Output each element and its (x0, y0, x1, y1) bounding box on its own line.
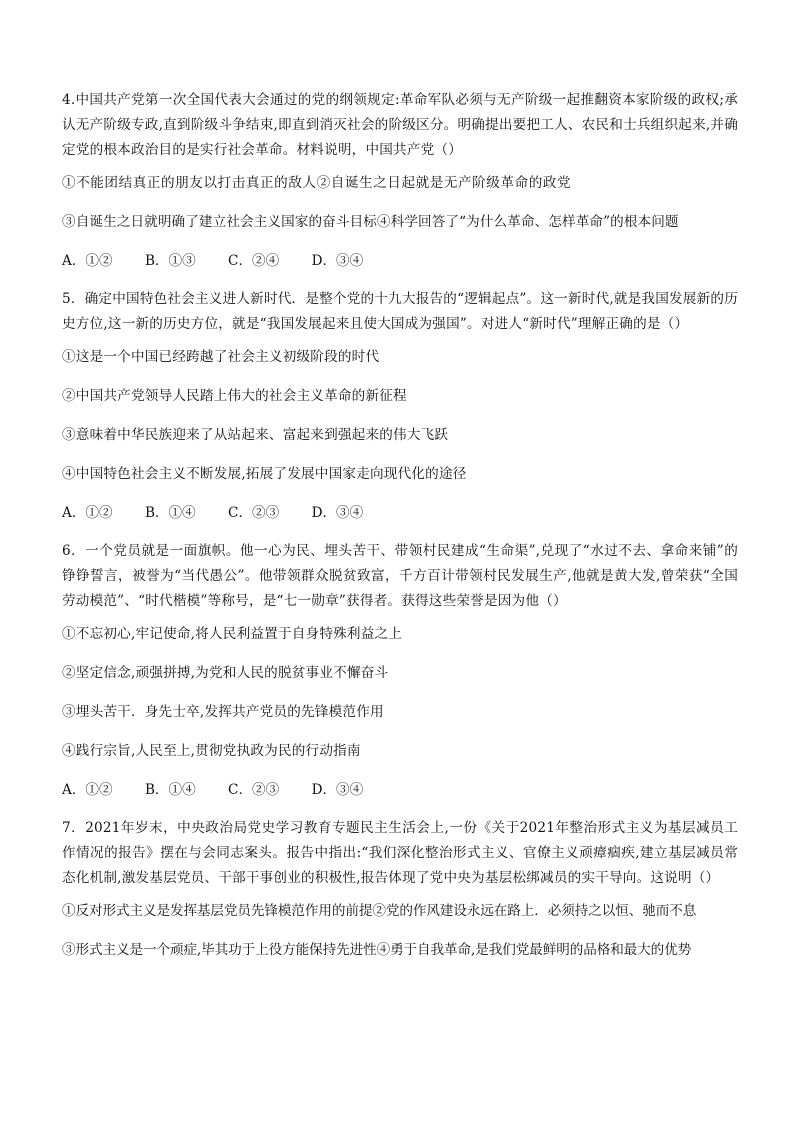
answer-b: B．①④ (144, 505, 196, 521)
answer-c: C．②③ (228, 505, 280, 521)
option-line: ③埋头苦干．身先士卒,发挥共产党员的先锋模范作用 (62, 704, 384, 720)
question-stem: 7．2021年岁末，中央政治局党史学习教育专题民主生活会上,一份《关于2021年整治形式主义为基层减员工作情况的报告》摆在与会同志案头。报告中指出:“我们深化整治形式主义、官僚主义顽瘴痼疾,建立基层减员常态化机制,激发基层党员、干部干事创业的积极性,报告体现了党中央为基层松绑减员的实干导向。这说明（） (62, 820, 738, 886)
option-line: ③形式主义是一个顽症,毕其功于上役方能保持先进性④勇于自我革命,是我们党最鲜明的品格和最大的优势 (62, 942, 692, 958)
option-line: ③自诞生之日就明确了建立社会主义国家的奋斗目标④科学回答了“为什么革命、怎样革命”的根本问题 (62, 214, 679, 230)
option-line: ④践行宗旨,人民至上,贯彻党执政为民的行动指南 (62, 743, 361, 759)
answer-a: A．①② (62, 782, 113, 798)
exam-page (62, 88, 738, 979)
answer-d: D．③④ (311, 782, 364, 798)
answer-a: A．①② (62, 505, 113, 521)
answer-choices (62, 780, 738, 800)
question-stem: 6．一个党员就是一面旗帜。他一心为民、埋头苦干、带领村民建成“生命渠”,兑现了“水过不去、拿命来铺”的铮铮誓言，被誉为“当代愚公”。他带领群众脱贫致富，千方百计带领村民发展生产,他就是黄大发,曾荣获“全国劳动模范”、“时代楷模”等称号，是“七一勋章”获得者。获得这些荣誉是因为他（） (62, 543, 738, 609)
option-line: ①不能团结真正的朋友以打击真正的敌人②自诞生之日起就是无产阶级革命的政党 (62, 175, 572, 191)
question-5 (62, 287, 738, 523)
answer-choices (62, 251, 738, 271)
option-line: ③意味着中华民族迎来了从站起来、富起来到强起来的伟大飞跃 (62, 427, 449, 443)
question-stem: 4.中国共产党第一次全国代表大会通过的党的纲领规定:革命军队必须与无产阶级一起推翻资本家阶级的政权;承认无产阶级专政,直到阶级斗争结束,即直到消灭社会的阶级区分。明确提出要把工人、农民和士兵组织起来,并确定党的根本政治目的是实行社会革命。材料说明，中国共产党（） (62, 92, 738, 158)
answer-a: A．①② (62, 253, 113, 269)
answer-c: C．②④ (228, 253, 280, 269)
option-line: ①这是一个中国已经跨越了社会主义初级阶段的时代 (62, 349, 380, 365)
question-4 (62, 88, 738, 271)
answer-choices (62, 503, 738, 523)
option-line: ①反对形式主义是发挥基层党员先锋模范作用的前提②党的作风建设永远在路上．必须持之以恒、驰而不息 (62, 903, 697, 919)
answer-d: D．③④ (311, 505, 364, 521)
answer-c: C．②③ (228, 782, 280, 798)
answer-d: D．③④ (311, 253, 364, 269)
option-line: ②中国共产党领导人民踏上伟大的社会主义革命的新征程 (62, 388, 407, 404)
option-line: ④中国特色社会主义不断发展,拓展了发展中国家走向现代化的途径 (62, 466, 467, 482)
question-6 (62, 539, 738, 800)
answer-b: B．①③ (144, 253, 196, 269)
question-7 (62, 816, 738, 960)
option-line: ②坚定信念,顽强拼搏,为党和人民的脱贫事业不懈奋斗 (62, 665, 389, 681)
option-line: ①不忘初心,牢记使命,将人民利益置于自身特殊利益之上 (62, 626, 403, 642)
question-stem: 5．确定中国特色社会主义进人新时代．是整个党的十九大报告的“逻辑起点”。这一新时代,就是我国发展新的历史方位,这一新的历史方位，就是“我国发展起来且使大国成为强国”。对进人“新时代”理解正确的是（） (62, 291, 738, 332)
answer-b: B．①④ (144, 782, 196, 798)
